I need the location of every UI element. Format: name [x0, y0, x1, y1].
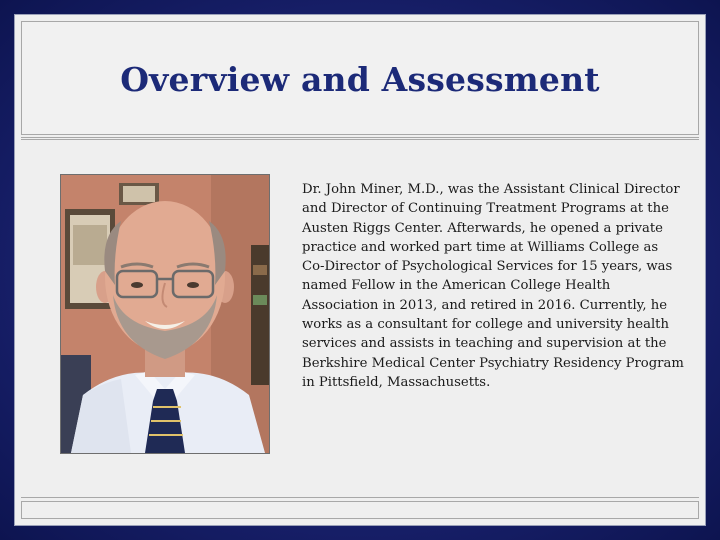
slide-title: Overview and Assessment: [120, 60, 600, 99]
bio-text: , was the Assistant Clinical Director and Director of Continuing Treatment Programs at the Austen Riggs Center. Afterwards, he opened a private practice and worked part time at Williams College as Co-Director of Psychological Services for 15 years, was named Fellow in the American College Health Association in 2013, and retired in 2016. Currently, he works as a consultant for college and university health services and assists in teaching and supervision at the Berkshire Medical Center Psychiatry Residency Program in Pittsfield, Massachusetts.: [302, 182, 684, 390]
bio-paragraph: [302, 180, 684, 392]
divider: [21, 497, 699, 498]
divider: [21, 137, 699, 138]
slide: [14, 14, 706, 526]
portrait-photo: [60, 174, 270, 454]
footer-bar: [21, 501, 699, 519]
bio-name: Dr. John Miner, M.D.: [302, 182, 440, 197]
divider: [21, 139, 699, 140]
title-area: [21, 21, 699, 135]
